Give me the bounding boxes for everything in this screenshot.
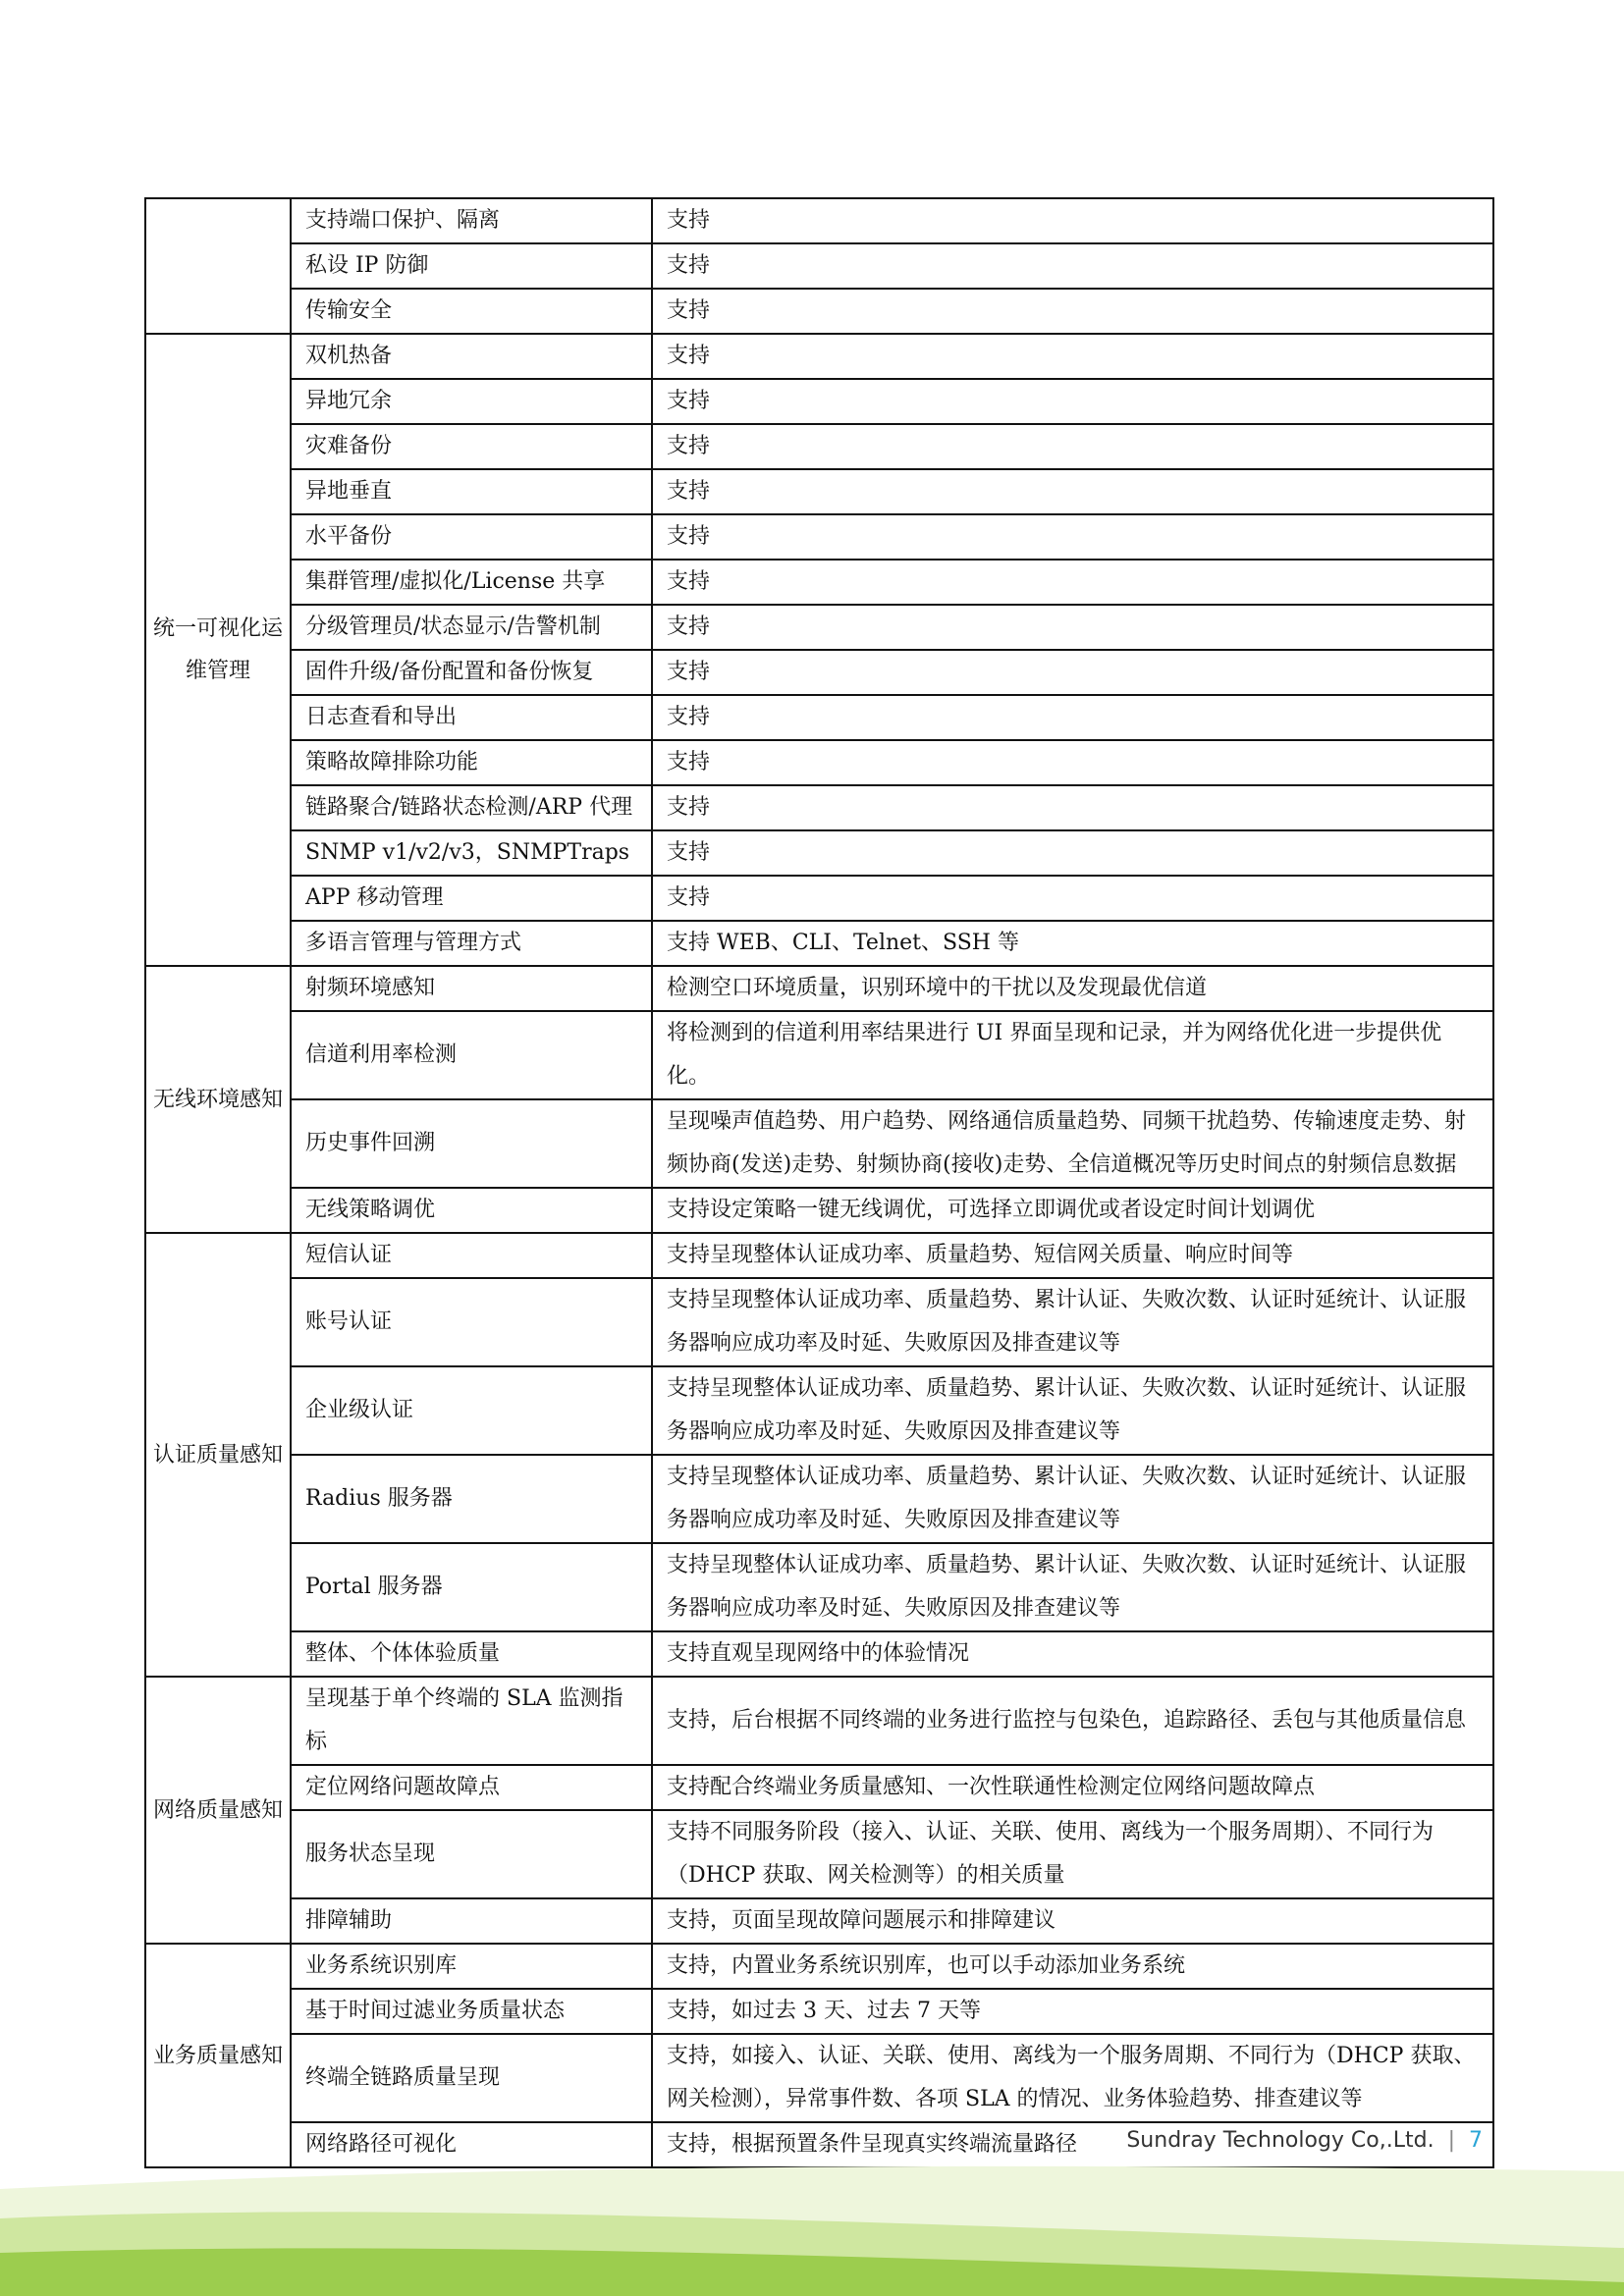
feature-item: 链路聚合/链路状态检测/ARP 代理	[291, 785, 652, 830]
feature-support: 支持，内置业务系统识别库，也可以手动添加业务系统	[652, 1944, 1493, 1989]
feature-item: 网络路径可视化	[291, 2122, 652, 2167]
feature-support: 支持	[652, 334, 1493, 379]
table-row	[145, 785, 1493, 830]
feature-item: 支持端口保护、隔离	[291, 198, 652, 243]
feature-support: 支持	[652, 830, 1493, 876]
feature-support: 支持	[652, 785, 1493, 830]
feature-item: APP 移动管理	[291, 876, 652, 921]
feature-support: 支持不同服务阶段（接入、认证、关联、使用、离线为一个服务周期）、不同行为（DHCP 获取、网关检测等）的相关质量	[652, 1810, 1493, 1898]
feature-support: 支持呈现整体认证成功率、质量趋势、累计认证、失败次数、认证时延统计、认证服务器响应成功率及时延、失败原因及排查建议等	[652, 1543, 1493, 1631]
feature-item: 信道利用率检测	[291, 1011, 652, 1099]
feature-item: 整体、个体体验质量	[291, 1631, 652, 1677]
page-footer	[1080, 2128, 1483, 2153]
table-row	[145, 334, 1493, 379]
page-number: 7	[1469, 2128, 1483, 2153]
table-row	[145, 830, 1493, 876]
feature-item: 终端全链路质量呈现	[291, 2034, 652, 2122]
table-row	[145, 424, 1493, 469]
feature-support: 支持	[652, 379, 1493, 424]
feature-item: 定位网络问题故障点	[291, 1765, 652, 1810]
feature-item: 传输安全	[291, 289, 652, 334]
feature-support: 支持	[652, 695, 1493, 740]
feature-support: 支持，页面呈现故障问题展示和排障建议	[652, 1898, 1493, 1944]
feature-support: 支持	[652, 605, 1493, 650]
table-row	[145, 1989, 1493, 2034]
feature-support: 支持	[652, 289, 1493, 334]
feature-support: 检测空口环境质量，识别环境中的干扰以及发现最优信道	[652, 966, 1493, 1011]
table-row	[145, 1099, 1493, 1188]
table-row	[145, 1366, 1493, 1455]
table-row	[145, 289, 1493, 334]
feature-support: 支持呈现整体认证成功率、质量趋势、短信网关质量、响应时间等	[652, 1233, 1493, 1278]
feature-support: 将检测到的信道利用率结果进行 UI 界面呈现和记录，并为网络优化进一步提供优化。	[652, 1011, 1493, 1099]
feature-item: 日志查看和导出	[291, 695, 652, 740]
table-row	[145, 1810, 1493, 1898]
feature-support: 支持	[652, 198, 1493, 243]
table-row	[145, 1455, 1493, 1543]
feature-item: 短信认证	[291, 1233, 652, 1278]
feature-support: 支持	[652, 560, 1493, 605]
table-row	[145, 469, 1493, 514]
feature-item: 排障辅助	[291, 1898, 652, 1944]
table-row	[145, 1944, 1493, 1989]
feature-support: 支持呈现整体认证成功率、质量趋势、累计认证、失败次数、认证时延统计、认证服务器响应成功率及时延、失败原因及排查建议等	[652, 1455, 1493, 1543]
feature-support: 呈现噪声值趋势、用户趋势、网络通信质量趋势、同频干扰趋势、传输速度走势、射频协商(发送)走势、射频协商(接收)走势、全信道概况等历史时间点的射频信息数据	[652, 1099, 1493, 1188]
feature-support: 支持，如过去 3 天、过去 7 天等	[652, 1989, 1493, 2034]
group-label: 无线环境感知	[145, 966, 291, 1233]
table-row	[145, 514, 1493, 560]
table-row	[145, 379, 1493, 424]
table-row	[145, 1233, 1493, 1278]
table-row	[145, 876, 1493, 921]
table-row	[145, 1631, 1493, 1677]
feature-item: 账号认证	[291, 1278, 652, 1366]
feature-item: 异地冗余	[291, 379, 652, 424]
footer-separator: |	[1447, 2128, 1455, 2153]
table-row	[145, 650, 1493, 695]
feature-item: 策略故障排除功能	[291, 740, 652, 785]
company-name: Sundray Technology Co,.Ltd.	[1126, 2128, 1435, 2153]
feature-item: SNMP v1/v2/v3，SNMPTraps	[291, 830, 652, 876]
spec-table	[144, 197, 1494, 2168]
table-row	[145, 966, 1493, 1011]
feature-support: 支持	[652, 469, 1493, 514]
feature-item: 基于时间过滤业务质量状态	[291, 1989, 652, 2034]
table-row	[145, 740, 1493, 785]
feature-support: 支持 WEB、CLI、Telnet、SSH 等	[652, 921, 1493, 966]
feature-item: 异地垂直	[291, 469, 652, 514]
feature-support: 支持	[652, 243, 1493, 289]
table-row	[145, 605, 1493, 650]
feature-item: 集群管理/虚拟化/License 共享	[291, 560, 652, 605]
feature-support: 支持	[652, 650, 1493, 695]
feature-support: 支持	[652, 740, 1493, 785]
feature-item: 服务状态呈现	[291, 1810, 652, 1898]
feature-support: 支持呈现整体认证成功率、质量趋势、累计认证、失败次数、认证时延统计、认证服务器响应成功率及时延、失败原因及排查建议等	[652, 1366, 1493, 1455]
feature-item: 私设 IP 防御	[291, 243, 652, 289]
group-label: 统一可视化运维管理	[145, 334, 291, 966]
feature-support: 支持	[652, 514, 1493, 560]
feature-support: 支持直观呈现网络中的体验情况	[652, 1631, 1493, 1677]
feature-item: 灾难备份	[291, 424, 652, 469]
group-label: 认证质量感知	[145, 1233, 291, 1677]
group-label: 网络质量感知	[145, 1677, 291, 1944]
table-row	[145, 560, 1493, 605]
feature-support: 支持，根据预置条件呈现真实终端流量路径	[652, 2122, 1493, 2167]
feature-support: 支持呈现整体认证成功率、质量趋势、累计认证、失败次数、认证时延统计、认证服务器响应成功率及时延、失败原因及排查建议等	[652, 1278, 1493, 1366]
feature-item: 射频环境感知	[291, 966, 652, 1011]
table-row	[145, 921, 1493, 966]
feature-item: 双机热备	[291, 334, 652, 379]
feature-item: 固件升级/备份配置和备份恢复	[291, 650, 652, 695]
table-row	[145, 1188, 1493, 1233]
table-row	[145, 1011, 1493, 1099]
feature-item: 无线策略调优	[291, 1188, 652, 1233]
table-row	[145, 198, 1493, 243]
feature-support: 支持，如接入、认证、关联、使用、离线为一个服务周期、不同行为（DHCP 获取、网关检测），异常事件数、各项 SLA 的情况、业务体验趋势、排查建议等	[652, 2034, 1493, 2122]
feature-support: 支持，后台根据不同终端的业务进行监控与包染色，追踪路径、丢包与其他质量信息	[652, 1677, 1493, 1765]
feature-item: 业务系统识别库	[291, 1944, 652, 1989]
feature-item: 历史事件回溯	[291, 1099, 652, 1188]
feature-item: 呈现基于单个终端的 SLA 监测指标	[291, 1677, 652, 1765]
table-row	[145, 1543, 1493, 1631]
feature-item: 多语言管理与管理方式	[291, 921, 652, 966]
table-row	[145, 243, 1493, 289]
table-row	[145, 1278, 1493, 1366]
feature-item: Portal 服务器	[291, 1543, 652, 1631]
table-row	[145, 1677, 1493, 1765]
feature-support: 支持	[652, 876, 1493, 921]
feature-item: 分级管理员/状态显示/告警机制	[291, 605, 652, 650]
table-row	[145, 695, 1493, 740]
feature-item: 企业级认证	[291, 1366, 652, 1455]
feature-item: Radius 服务器	[291, 1455, 652, 1543]
group-label: 业务质量感知	[145, 1944, 291, 2167]
feature-item: 水平备份	[291, 514, 652, 560]
table-row	[145, 1898, 1493, 1944]
table-row	[145, 2034, 1493, 2122]
feature-support: 支持	[652, 424, 1493, 469]
feature-support: 支持配合终端业务质量感知、一次性联通性检测定位网络问题故障点	[652, 1765, 1493, 1810]
table-row	[145, 1765, 1493, 1810]
footer-wave-decoration	[0, 2160, 1624, 2296]
group-label	[145, 198, 291, 334]
feature-support: 支持设定策略一键无线调优，可选择立即调优或者设定时间计划调优	[652, 1188, 1493, 1233]
spec-table-body	[145, 198, 1493, 2167]
